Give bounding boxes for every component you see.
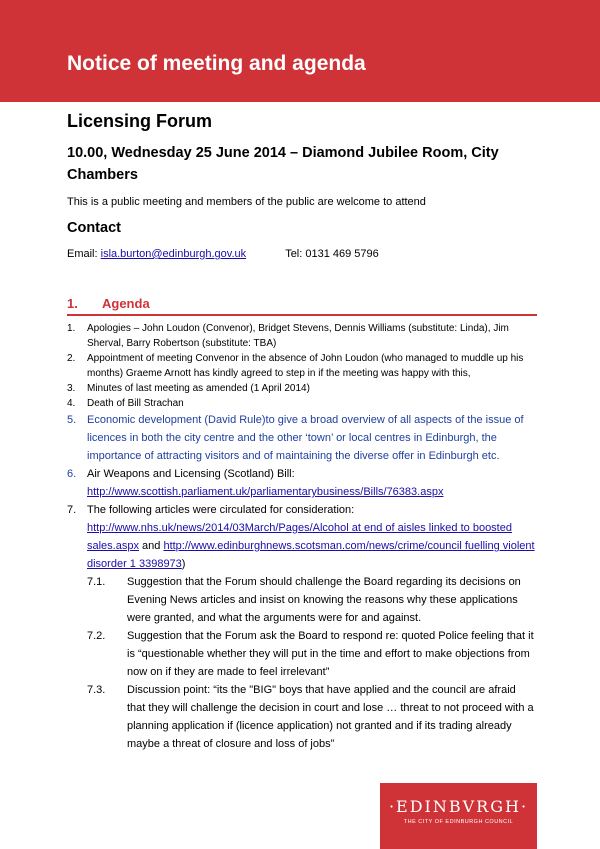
- section-heading: [67, 294, 537, 316]
- agenda-item: [67, 501, 537, 573]
- item-number: 3.: [67, 383, 76, 394]
- forum-title: Licensing Forum: [67, 111, 213, 131]
- section-number: 1.: [67, 296, 78, 311]
- header-banner: [0, 0, 600, 102]
- item-text: Economic development (David Rule): [87, 414, 266, 426]
- evening-news-article-link[interactable]: http://www.edinburghnews.scotsman.com/news/crime/council fuelling violent disorder 1 3398973: [87, 540, 535, 570]
- item-text: to give a broad overview of all aspects of the issue of licences in both the city centre and the other ‘town’ or local centres in Edinburgh, the importance of attracting visitors and of maintaining the diverse offer in Edinburgh etc.: [87, 414, 524, 462]
- logo-wordmark: ·EDINBVRGH·: [388, 797, 529, 816]
- item-text: Minutes of last meeting as amended (1 April 2014): [87, 383, 310, 394]
- agenda-item: [67, 396, 537, 411]
- meeting-info: [67, 108, 537, 262]
- agenda-item: [67, 381, 537, 396]
- item-number: 2.: [67, 353, 76, 364]
- telephone: Tel: 0131 469 5796: [285, 248, 379, 260]
- agenda-item: [67, 465, 537, 501]
- item-text: The following articles were circulated for consideration:: [87, 504, 355, 516]
- item-text: Air Weapons and Licensing (Scotland) Bill:: [87, 468, 295, 480]
- subitem-text: Suggestion that the Forum should challenge the Board regarding its decisions on Evening News articles and insist on knowing the reasons why these applications were granted, and what the arguments were for and against.: [127, 576, 521, 624]
- public-notice: This is a public meeting and members of the public are welcome to attend: [67, 196, 426, 208]
- item-text: Death of Bill Strachan: [87, 398, 184, 409]
- item-text: and: [138, 540, 164, 552]
- agenda-subitem: [67, 681, 537, 753]
- nhs-article-link[interactable]: http://www.nhs.uk/news/2014/03March/Pages/Alcohol at end of aisles linked to boosted sales.aspx: [87, 522, 512, 552]
- item-text: Apologies – John Loudon (Convenor), Bridget Stevens, Dennis Williams (substitute: Linda), Jim Sherval, Barry Robertson (substitute: TBA): [87, 323, 509, 349]
- logo-subtitle: THE CITY OF EDINBURGH COUNCIL: [403, 819, 514, 825]
- bill-link[interactable]: http://www.scottish.parliament.uk/parliamentarybusiness/Bills/76383.aspx: [87, 486, 444, 498]
- agenda-item: [67, 411, 537, 465]
- contact-line: [67, 246, 537, 262]
- agenda-subitem: [67, 573, 537, 627]
- section-title: Agenda: [102, 296, 150, 311]
- subitem-number: 7.2.: [87, 630, 106, 642]
- item-text: Appointment of meeting Convenor in the absence of John Loudon (who managed to muddle up his months) Graeme Arnott has kindly agreed to step in if the meeting was happy with this,: [87, 353, 524, 379]
- subitem-text: Suggestion that the Forum ask the Board to respond re: quoted Police feeling that it is “questionable whether they will put in the time and effort to make objections from now on if they are made to feel irrelevant”: [127, 630, 534, 678]
- email-label: Email:: [67, 248, 101, 260]
- meeting-time-location: 10.00, Wednesday 25 June 2014 – Diamond Jubilee Room, City Chambers: [67, 145, 499, 183]
- agenda-subitem: [67, 627, 537, 681]
- agenda-item: [67, 321, 537, 351]
- item-number: 5.: [67, 414, 77, 426]
- item-number: 1.: [67, 323, 76, 334]
- item-number: 4.: [67, 398, 76, 409]
- subitem-number: 7.1.: [87, 576, 106, 588]
- agenda-item: [67, 351, 537, 381]
- item-number: 6.: [67, 468, 77, 480]
- subitem-text: Discussion point: “its the "BIG" boys that have applied and the council are afraid that they will challenge the decision in court and lose … threat to not proceed with a planning application if (licence application) not granted and if its trading already maybe a threat of closure and loss of jobs”: [127, 684, 534, 750]
- council-logo: [380, 783, 537, 849]
- subitem-number: 7.3.: [87, 684, 106, 696]
- page-title: Notice of meeting and agenda: [67, 52, 366, 75]
- contact-heading: Contact: [67, 220, 121, 236]
- email-link[interactable]: isla.burton@edinburgh.gov.uk: [100, 248, 247, 260]
- item-number: 7.: [67, 504, 77, 516]
- item-text: ): [181, 558, 186, 570]
- agenda-list: [67, 321, 537, 753]
